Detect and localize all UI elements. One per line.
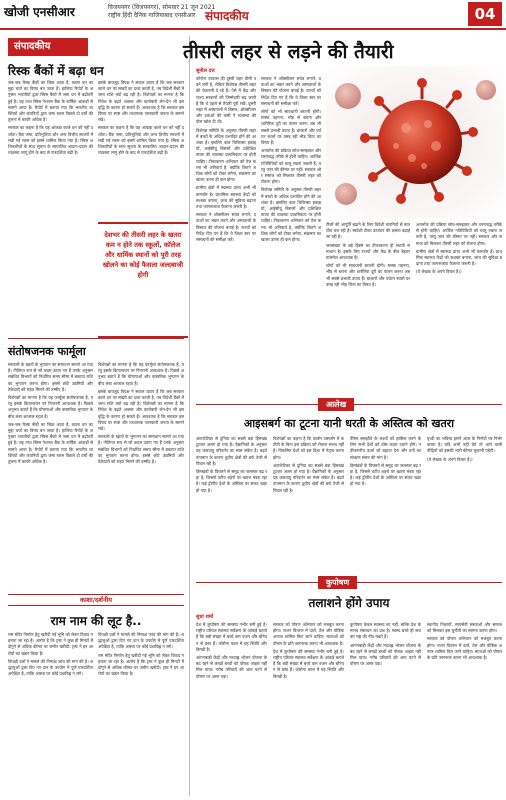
paragraph: अनलॉक की प्रक्रिया सोच-समझकर और चरणबद्ध तरीके से होनी चाहिए। आर्थिक गतिविधियों को चालू रखना जरूरी है, परंतु जान की कीमत पर नहीं। सरकार और समाज को मिलकर तीसरी लहर को रोकना होगा। [416, 222, 502, 246]
main-col-2 [261, 76, 321, 394]
article-b-col-2 [273, 436, 344, 568]
paragraph: स्थानीय निकायों, स्वयंसेवी संस्थाओं और समाज को मिलकर इस चुनौती का सामना करना होगा। [427, 622, 502, 634]
main-col-1 [196, 76, 256, 394]
paragraph: राम मंदिर निर्माण हेतु खरीदी गई भूमि को लेकर विवाद गहराता जा रहा है। आरोप है कि ट्रस्ट ने कुछ ही मिनटों में दोगुने से अधिक कीमत पर जमीन खरीदी। ट्रस्ट ने इन आरोपों का खंडन किया है। [98, 652, 184, 677]
article3-body-continued [98, 632, 184, 796]
article-c-byline: सुधा शर्मा [196, 614, 214, 620]
paragraph: टीकों की आपूर्ति बढ़ाने के लिए विदेशी कंपनियों से बातचीत चल रही है। स्वदेशी टीका उत्पादन की क्षमता बढ़ाई जा रही है। [326, 222, 410, 240]
paragraph: विशेषज्ञ समिति के अनुसार तीसरी लहर में बच्चों के अधिक प्रभावित होने की आशंका है। इसलिए बाल चिकित्सा इकाइयों, आईसीयू बिस्तरों और प्रशिक्षित स्टाफ की व्यवस्था प्राथमिकता पर होनी चाहिए। टीकाकरण अभियान को तेज करना भी अनिवार्य है, क्योंकि जितने अधिक लोगों को टीका लगेगा, संक्रमण का खतरा उतना ही कम होगा। [261, 187, 321, 243]
article-c-col-3 [350, 622, 421, 796]
paragraph: कुपोषण केवल स्वास्थ्य का नहीं, बल्कि देश के मानव संसाधन का प्रश्न है। स्वस्थ बच्चे ही सशक्त राष्ट्र की नींव रखते हैं। [350, 622, 421, 640]
article-c-kicker: कुपोषण [318, 576, 357, 589]
article-b-col-3 [350, 436, 421, 568]
paragraph: सरकारी के खातों के भुगतान का समाधान सामने आ गया है। नीतिगत रूप से जो कदम उठाए गए हैं उनके अनुसार संबंधित विभागों को निर्धारित समय सीमा में बकाया राशि का भुगतान करना होगा। इससे छोटे उद्यमियों और ठेकेदारों को राहत मिलने की उम्मीद है। [8, 362, 93, 392]
paragraph: विपक्षी दलों ने मामले की निष्पक्ष जांच की मांग की है। श्रद्धालुओं द्वारा दिए गए दान के उपयोग में पूर्ण पारदर्शिता अपेक्षित है, ताकि आस्था पर कोई प्रश्नचिह्न न लगे। [98, 632, 184, 650]
paragraph: जब-जब रिस्क बैंकों का जिक्र आता है, काला धन का मुद्दा चर्चा का विषय बन जाता है। हालिया रिपोर्ट के अनुसार भारतीयों द्वारा स्विस बैंकों में जमा धन में बढ़ोतरी हुई है। यह तथ्य स्विस नेशनल बैंक के वार्षिक आंकड़ों से सामने आया है। रिपोर्ट में बताया गया कि भारतीय व्यक्तियों और कंपनियों द्वारा जमा रकम पिछले दो वर्षों की तुलना में काफी अधिक है। [8, 80, 93, 123]
paragraph: जब-जब रिस्क बैंकों का जिक्र आता है, काला धन का मुद्दा चर्चा का विषय बन जाता है। हालिया रिपोर्ट के अनुसार भारतीयों द्वारा स्विस बैंकों में जमा धन में बढ़ोतरी हुई है। यह तथ्य स्विस नेशनल बैंक के वार्षिक आंकड़ों से सामने आया है। रिपोर्ट में बताया गया कि भारतीय व्यक्तियों और कंपनियों द्वारा जमा रकम पिछले दो वर्षों की तुलना में काफी अधिक है। [8, 421, 93, 465]
paragraph: (ये लेखक के अपने विचार हैं।) [416, 269, 462, 275]
article-c-col-1 [196, 622, 267, 796]
paragraph: देश में कुपोषण की समस्या गंभीर बनी हुई है। राष्ट्रीय परिवार स्वास्थ्य सर्वेक्षण के आंकड़े बताते हैं कि बड़ी संख्या में बच्चे कम वजन और बौनेपन से ग्रस्त हैं। कोरोना काल में यह स्थिति और बिगड़ी है। [273, 648, 344, 679]
paragraph: विशेषज्ञ समिति के अनुसार तीसरी लहर में बच्चों के अधिक प्रभावित होने की आशंका है। इसलिए बाल चिकित्सा इकाइयों, आईसीयू बिस्तरों और प्रशिक्षित स्टाफ की व्यवस्था प्राथमिकता पर होनी चाहिए। टीकाकरण अभियान को तेज करना भी अनिवार्य है, क्योंकि जितने अधिक लोगों को टीका लगेगा, संक्रमण का खतरा उतना ही कम होगा। [196, 127, 256, 183]
paragraph: राम मंदिर निर्माण हेतु खरीदी गई भूमि को लेकर विवाद गहराता जा रहा है। आरोप है कि ट्रस्ट ने कुछ ही मिनटों में दोगुने से अधिक कीमत पर जमीन खरीदी। ट्रस्ट ने इन आरोपों का खंडन किया है। [8, 632, 93, 656]
paragraph: देश में कुपोषण की समस्या गंभीर बनी हुई है। राष्ट्रीय परिवार स्वास्थ्य सर्वेक्षण के आंकड़े बताते हैं कि बड़ी संख्या में बच्चे कम वजन और बौनेपन से ग्रस्त हैं। कोरोना काल में यह स्थिति और बिगड़ी है। [196, 622, 267, 652]
paragraph: सरकार ने ऑक्सीजन संयंत्र लगाने, दवाओं का भंडार करने और अस्पतालों के विस्तार की योजना बनाई है। राज्यों को निर्देश दिए गए हैं कि वे जिला स्तर पर संसाधनों की समीक्षा करें। [196, 212, 256, 243]
divider [8, 338, 184, 339]
dateline-tagline: राष्ट्रीय हिंदी दैनिक गाजियाबाद एनसीआर [108, 12, 196, 19]
article1-body [8, 80, 93, 334]
article2-body [8, 362, 93, 590]
paragraph: ग्रामीण क्षेत्रों में स्वास्थ्य ढांचा अभी भी कमजोर है। प्राथमिक स्वास्थ्य केंद्रों को सशक्त बनाना, जांच की सुविधा बढ़ाना तथा जागरूकता फैलाना जरूरी है। [196, 185, 256, 210]
paragraph: सरकार को पोषण अभियान को मजबूत करना होगा। राशन वितरण में दालें, तेल और पौष्टिक अनाज शामिल किए जाने चाहिए। माताओं को पोषण के प्रति जागरूक करना भी आवश्यक है। [273, 622, 344, 646]
paragraph: ग्रामीण क्षेत्रों में स्वास्थ्य ढांचा अभी भी कमजोर है। प्राथमिक स्वास्थ्य केंद्रों को सशक्त बनाना, जांच की सुविधा बढ़ाना तथा जागरूकता फैलाना जरूरी है। [416, 248, 502, 267]
paragraph: पृथ्वी का भविष्य हमारे आज के निर्णयों पर निर्भर करता है। यदि अभी नहीं चेते तो आने वाली पीढ़ियों को इसकी भारी कीमत चुकानी पड़ेगी। [427, 436, 502, 454]
paragraph: कोरोना वायरस की दूसरी लहर धीमी पड़ने लगी है, लेकिन विशेषज्ञ तीसरी लहर की चेतावनी दे रहे हैं। ऐसे में केंद्र और राज्य सरकारों की जिम्मेदारी बढ़ जाती है कि वे पहले से तैयारी पूरी रखें। दूसरी लहर में अस्पतालों में बिस्तर, ऑक्सीजन और दवाओं की कमी ने व्यवस्था की पोल खोल दी थी। [196, 76, 256, 125]
paragraph: विपक्षी दलों ने मामले की निष्पक्ष जांच की मांग की है। श्रद्धालुओं द्वारा दिए गए दान के उपयोग में पूर्ण पारदर्शिता अपेक्षित है, ताकि आस्था पर कोई प्रश्नचिह्न न लगे। [8, 658, 93, 677]
paragraph: सरकार का कहना है कि यह आंकड़ा काले धन को नहीं दर्शाता। बैंक जमा, प्रतिभूतियां और अन्य वित्तीय साधनों में रखी गई रकम को इसमें शामिल किया गया है। स्विस अधिकारियों के साथ सूचना के स्वचालित आदान-प्रदान की व्यवस्था लागू होने के बाद से पारदर्शिता बढ़ी है। [98, 125, 184, 156]
article1-headline: रिस्क बैंकों में बढ़ा धन [8, 64, 104, 78]
masthead [0, 0, 506, 30]
main-col-4 [416, 222, 502, 394]
main-headline: तीसरी लहर से लड़ने की तैयारी [183, 41, 394, 63]
main-col-3 [326, 222, 410, 394]
page-number: 04 [468, 2, 502, 26]
dateline-date: विजयनगर (विजयनगर), सोमवार 21 जून 2021 [108, 4, 216, 11]
article2-body-continued [98, 362, 184, 590]
paragraph: हिमखंडों के पिघलने से समुद्र का जलस्तर बढ़ रहा है, जिससे तटीय शहरों पर खतरा मंडरा रहा है। कई द्वीपीय देशों के अस्तित्व पर संकट खड़ा हो गया है। [350, 462, 421, 487]
editorial-tab: संपादकीय [8, 38, 88, 56]
article-c-col-2 [273, 622, 344, 796]
paragraph: लोगों को भी सावधानी बरतनी होगी। मास्क पहनना, भीड़ से बचना और शारीरिक दूरी का पालन करना अब भी सबसे प्रभावी उपाय हैं। बाजारों और पर्यटन स्थलों पर उमड़ रही भीड़ चिंता का विषय है। [261, 109, 321, 146]
article2-headline: संतोषजनक फार्मूला [8, 345, 86, 358]
coronavirus-image [326, 66, 504, 218]
paragraph: सरकार को पोषण अभियान को मजबूत करना होगा। राशन वितरण में दालें, तेल और पौष्टिक अनाज शामिल किए जाने चाहिए। माताओं को पोषण के प्रति जागरूक करना भी आवश्यक है। [427, 636, 502, 661]
paragraph: इसके बावजूद विपक्ष ने सवाल उठाए हैं कि जब सरकार काले धन पर सख्ती का दावा करती है, तब विदेशी बैंकों में जमा राशि क्यों बढ़ रही है। विशेषज्ञों का मानना है कि निवेश के बढ़ते अवसर और कारोबारी लेन-देन भी इस वृद्धि के कारण हो सकते हैं। आवश्यक है कि सरकार इस विषय पर स्पष्ट और तथ्यपरक जानकारी जनता के सामने रखे। [98, 388, 184, 432]
paragraph: अंटार्कटिका से दुनिया का सबसे बड़ा हिमखंड टूटकर अलग हो गया है। वैज्ञानिकों के अनुसार यह जलवायु परिवर्तन का स्पष्ट संकेत है। बढ़ते तापमान के कारण ध्रुवीय क्षेत्रों की बर्फ तेजी से पिघल रही है। [273, 462, 344, 493]
paragraph: पेरिस समझौते के लक्ष्यों को हासिल करने के लिए सभी देशों को ठोस कदम उठाने होंगे। नवीकरणीय ऊर्जा को बढ़ावा देना और वनों का संरक्षण समय की मांग है। [350, 436, 421, 460]
paragraph: आंगनबाड़ी केंद्रों और मध्याह्न भोजन योजना के बंद रहने से लाखों बच्चों को पोषक आहार नहीं मिल पाया। गरीब परिवारों की आय घटने से पोषण पर असर पड़ा। [350, 642, 421, 667]
article-b-kicker: आलेख [318, 398, 354, 411]
paragraph: सरकारी के खातों के भुगतान का समाधान सामने आ गया है। नीतिगत रूप से जो कदम उठाए गए हैं उनके अनुसार संबंधित विभागों को निर्धारित समय सीमा में बकाया राशि का भुगतान करना होगा। इससे छोटे उद्यमियों और ठेकेदारों को राहत मिलने की उम्मीद है। [98, 434, 184, 465]
column-rule [189, 36, 190, 796]
article1-body-continued [98, 80, 184, 218]
paragraph: सरकार ने ऑक्सीजन संयंत्र लगाने, दवाओं का भंडार करने और अस्पतालों के विस्तार की योजना बनाई है। राज्यों को निर्देश दिए गए हैं कि वे जिला स्तर पर संसाधनों की समीक्षा करें। [261, 76, 321, 106]
paragraph: आंगनबाड़ी केंद्रों और मध्याह्न भोजन योजना के बंद रहने से लाखों बच्चों को पोषक आहार नहीं मिल पाया। गरीब परिवारों की आय घटने से पोषण पर असर पड़ा। [196, 655, 267, 679]
paragraph: जनसंख्या के बड़े हिस्से का टीकाकरण ही स्थायी समाधान है। इसके लिए राज्यों और केंद्र के बीच बेहतर तालमेल आवश्यक है। [326, 242, 410, 261]
paragraph: लोगों को भी सावधानी बरतनी होगी। मास्क पहनना, भीड़ से बचना और शारीरिक दूरी का पालन करना अब भी सबसे प्रभावी उपाय हैं। बाजारों और पर्यटन स्थलों पर उमड़ रही भीड़ चिंता का विषय है। [326, 263, 410, 287]
paragraph: अनलॉक की प्रक्रिया सोच-समझकर और चरणबद्ध तरीके से होनी चाहिए। आर्थिक गतिविधियों को चालू रखना जरूरी है, परंतु जान की कीमत पर नहीं। सरकार और समाज को मिलकर तीसरी लहर को रोकना होगा। [261, 148, 321, 185]
article3-body [8, 632, 93, 796]
pull-quote: देशभर की तीसरी लहर के खतरा कम न होने तक स्कूलों, कॉलेज और धार्मिक स्थानों को पूरी तरह खोलने का कोई फैसला जल्दबाजी होगी [98, 222, 188, 338]
section-title: संपादकीय [205, 9, 249, 23]
paragraph: विशेषज्ञों का कहना है कि कार्बन उत्सर्जन में कटौती के बिना इस प्रक्रिया को रोकना संभव नहीं है। विकसित देशों को इस दिशा में नेतृत्व करना होगा। [273, 436, 344, 460]
paragraph: हिमखंडों के पिघलने से समुद्र का जलस्तर बढ़ रहा है, जिससे तटीय शहरों पर खतरा मंडरा रहा है। कई द्वीपीय देशों के अस्तित्व पर संकट खड़ा हो गया है। [196, 469, 267, 493]
paragraph: विशेषज्ञों का मानना है कि यह फार्मूला संतोषजनक है, परंतु इसके क्रियान्वयन पर निगरानी आवश्यक है। पिछले अनुभव बताते हैं कि घोषणाओं और वास्तविक भुगतान के बीच लंबा अंतराल रहता है। [98, 362, 184, 386]
paragraph: विशेषज्ञों का मानना है कि यह फार्मूला संतोषजनक है, परंतु इसके क्रियान्वयन पर निगरानी आवश्यक है। पिछले अनुभव बताते हैं कि घोषणाओं और वास्तविक भुगतान के बीच लंबा अंतराल रहता है। [8, 395, 93, 419]
article-b-col-1 [196, 436, 267, 568]
paragraph: सरकार का कहना है कि यह आंकड़ा काले धन को नहीं दर्शाता। बैंक जमा, प्रतिभूतियां और अन्य वित्तीय साधनों में रखी गई रकम को इसमें शामिल किया गया है। स्विस अधिकारियों के साथ सूचना के स्वचालित आदान-प्रदान की व्यवस्था लागू होने के बाद से पारदर्शिता बढ़ी है। [8, 125, 93, 156]
paragraph: (ये लेखक के अपने विचार हैं।) [427, 456, 473, 462]
article-b-col-4 [427, 436, 502, 568]
paragraph: इसके बावजूद विपक्ष ने सवाल उठाए हैं कि जब सरकार काले धन पर सख्ती का दावा करती है, तब विदेशी बैंकों में जमा राशि क्यों बढ़ रही है। विशेषज्ञों का मानना है कि निवेश के बढ़ते अवसर और कारोबारी लेन-देन भी इस वृद्धि के कारण हो सकते हैं। आवश्यक है कि सरकार इस विषय पर स्पष्ट और तथ्यपरक जानकारी जनता के सामने रखे। [98, 80, 184, 123]
virus-core [378, 100, 462, 184]
article3-kicker: काशा/दर्शनीय [8, 594, 184, 606]
main-byline: सुनील दत्त [196, 68, 215, 74]
article-c-col-4 [427, 622, 502, 796]
newspaper-logo: खोजी एनसीआर [4, 5, 75, 19]
paragraph: अंटार्कटिका से दुनिया का सबसे बड़ा हिमखंड टूटकर अलग हो गया है। वैज्ञानिकों के अनुसार यह जलवायु परिवर्तन का स्पष्ट संकेत है। बढ़ते तापमान के कारण ध्रुवीय क्षेत्रों की बर्फ तेजी से पिघल रही है। [196, 436, 267, 466]
article-b-headline: आइसबर्ग का टूटना यानी धरती के अस्तित्व को खतरा [243, 417, 455, 430]
article3-headline: राम नाम की लूट है.. [50, 614, 142, 628]
article-c-headline: तलाशने होंगे उपाय [308, 596, 390, 610]
